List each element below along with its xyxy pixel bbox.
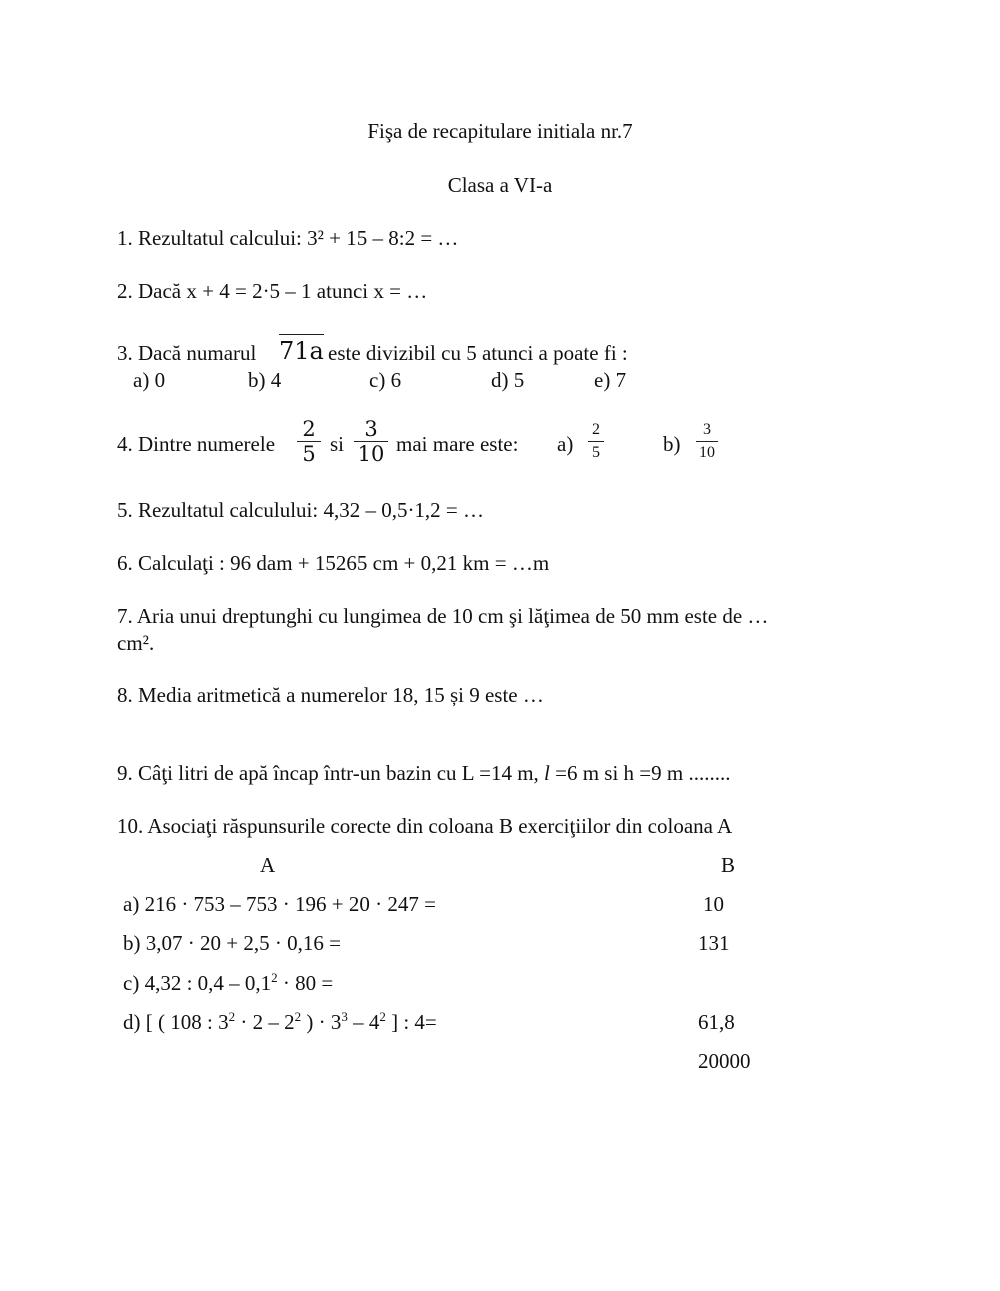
- question-9: [117, 761, 731, 785]
- fraction-2-5: [297, 418, 321, 465]
- fraction-numerator: 2: [592, 421, 600, 438]
- fraction-3-10: [354, 418, 388, 465]
- b-value-4: 20000: [698, 1049, 751, 1073]
- exercise-d-part: ] : 4=: [385, 1010, 437, 1034]
- b-value-3: 61,8: [698, 1010, 735, 1034]
- question-4-prefix: 4. Dintre numerele: [117, 432, 276, 456]
- exponent: 2: [271, 970, 278, 985]
- exercise-b: b) 3,07 · 20 + 2,5 · 0,16 =: [123, 931, 341, 955]
- exercise-d: [123, 1010, 437, 1034]
- question-2: 2. Dacă x + 4 = 2·5 – 1 atunci x = …: [117, 279, 428, 303]
- question-9-before: 9. Câţi litri de apă încap într-un bazin cu L =14 m,: [117, 761, 545, 785]
- page-title: Fişa de recapitulare initiala nr.7: [367, 119, 633, 143]
- question-6: 6. Calculaţi : 96 dam + 15265 cm + 0,21 km = …m: [117, 551, 550, 575]
- q3-option-a: a) 0: [133, 368, 166, 392]
- exponent: 2: [379, 1009, 386, 1024]
- fraction-denominator: 5: [592, 444, 600, 461]
- option-b-fraction: [696, 420, 718, 463]
- fraction-denominator: 5: [302, 442, 316, 466]
- fraction-denominator: 10: [357, 442, 385, 466]
- fraction-bar: [588, 441, 604, 442]
- question-3-suffix: este divizibil cu 5 atunci a poate fi :: [328, 341, 628, 365]
- fraction-numerator: 3: [703, 421, 711, 438]
- fraction-denominator: 10: [699, 444, 715, 461]
- q3-option-c: c) 6: [369, 368, 402, 392]
- overline: [279, 334, 324, 335]
- column-b-header: B: [721, 853, 736, 877]
- question-1: 1. Rezultatul calcului: 3² + 15 – 8:2 = …: [117, 226, 459, 250]
- question-10: 10. Asociaţi răspunsurile corecte din coloana B exerciţiilor din coloana A: [117, 814, 733, 838]
- fraction-numerator: 2: [302, 417, 316, 441]
- exercise-d-part: d) [ ( 108 : 3: [123, 1010, 229, 1034]
- question-9-after: =6 m si h =9 m ........: [549, 761, 731, 785]
- exponent: 2: [228, 1009, 236, 1024]
- q3-option-d: d) 5: [491, 368, 525, 392]
- exponent: 2: [294, 1009, 302, 1024]
- exercise-c: [123, 971, 333, 995]
- exercise-d-part: ) · 3: [301, 1010, 342, 1034]
- question-9-l: l: [544, 761, 550, 785]
- question-7-line-2: cm².: [117, 631, 155, 655]
- question-7-line-1: 7. Aria unui dreptunghi cu lungimea de 10 cm şi lăţimea de 50 mm este de …: [117, 604, 769, 628]
- q3-option-e: e) 7: [594, 368, 627, 392]
- column-a-header: A: [260, 853, 276, 877]
- q3-option-b: b) 4: [248, 368, 282, 392]
- question-5: 5. Rezultatul calculului: 4,32 – 0,5·1,2 = …: [117, 498, 485, 522]
- question-4-middle: mai mare este:: [396, 432, 519, 456]
- q4-option-b: b): [663, 432, 681, 456]
- q4-option-a: a): [557, 432, 574, 456]
- exponent: 3: [341, 1009, 348, 1024]
- fraction-numerator: 3: [364, 417, 378, 441]
- page-subtitle: Clasa a VI-a: [447, 173, 553, 197]
- exercise-d-part: – 4: [347, 1010, 380, 1034]
- overlined-number: [279, 338, 324, 364]
- fraction-bar: [696, 441, 718, 442]
- exercise-c-part: · 80 =: [277, 971, 334, 995]
- b-value-1: 10: [703, 892, 724, 916]
- exercise-c-part: c) 4,32 : 0,4 – 0,1: [123, 971, 272, 995]
- exercise-d-part: · 2 – 2: [235, 1010, 295, 1034]
- b-value-2: 131: [698, 931, 730, 955]
- overlined-number-text: 71a: [279, 337, 324, 365]
- question-8: 8. Media aritmetică a numerelor 18, 15 și 9 este …: [117, 683, 544, 707]
- exercise-a: a) 216 · 753 – 753 · 196 + 20 · 247 =: [123, 892, 436, 916]
- word-si: si: [330, 432, 345, 456]
- option-a-fraction: [588, 420, 604, 463]
- question-3-prefix: 3. Dacă numarul: [117, 341, 257, 365]
